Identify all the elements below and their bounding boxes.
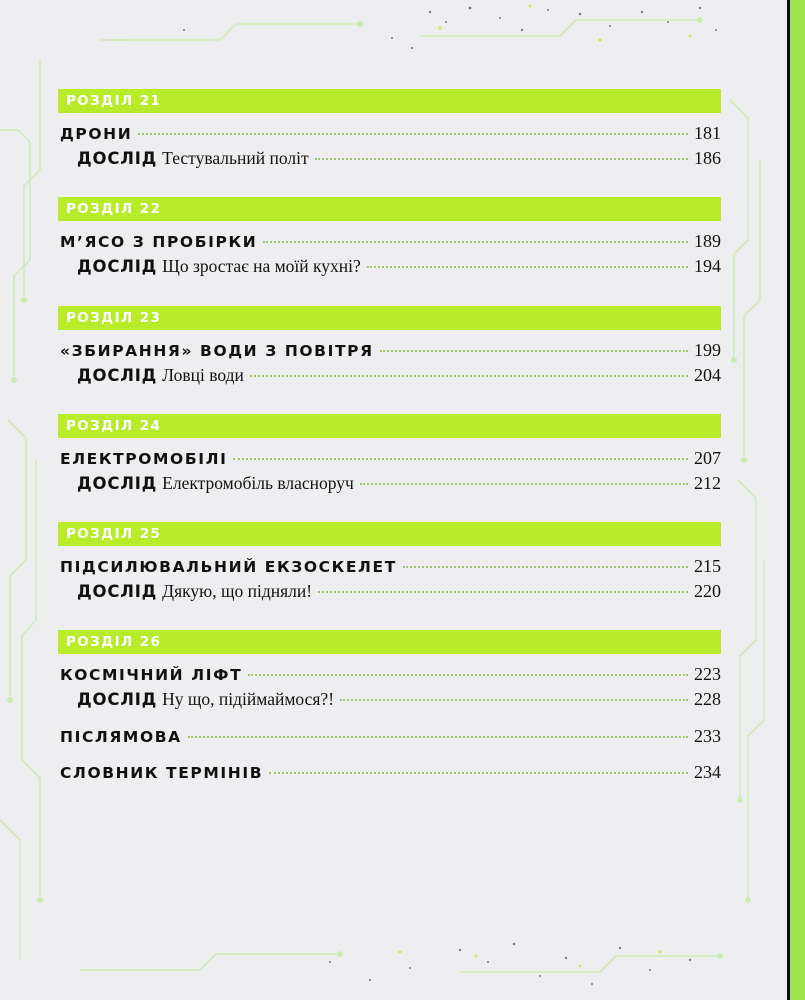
dot-leader [263,241,688,243]
dot-leader [340,699,688,701]
dot-leader [188,736,688,738]
page-number: 234 [694,762,721,782]
experiment-title: Дякую, що підняли! [162,581,313,601]
chapter-title: КОСМІЧНИЙ ЛІФТ [60,666,243,684]
page-number: 215 [694,556,721,576]
chapter-title: ЕЛЕКТРОМОБІЛІ [60,450,228,468]
section-label: РОЗДІЛ 25 [66,526,162,542]
experiment-title: Що зростає на моїй кухні? [162,256,361,276]
section-header [58,630,721,654]
dot-leader [250,375,688,377]
toc-subentry[interactable] [77,473,721,494]
experiment-title: Ну що, підіймаймося?! [162,689,335,709]
toc-entry[interactable] [60,123,721,144]
toc-entry[interactable] [60,556,721,577]
dot-leader [360,483,688,485]
dot-leader [380,350,688,352]
experiment-title: Тестувальний політ [162,148,309,168]
dot-leader [403,566,688,568]
experiment-title: Електромобіль власноруч [162,473,354,493]
toc-subentry[interactable] [77,365,721,386]
chapter-title: ПІСЛЯМОВА [60,728,182,746]
section-header [58,414,721,438]
toc-subentry[interactable] [77,148,721,169]
toc-entry[interactable] [60,664,721,685]
page-number: 199 [694,340,721,360]
page-number: 212 [694,473,721,493]
dot-leader [315,158,688,160]
section-header [58,522,721,546]
chapter-title: ДРОНИ [60,125,133,143]
chapter-title: ПІДСИЛЮВАЛЬНИЙ ЕКЗОСКЕЛЕТ [60,558,397,576]
dot-leader [269,772,688,774]
section-label: РОЗДІЛ 21 [66,93,162,109]
toc-entry-glossary[interactable] [60,762,721,783]
section-header [58,197,721,221]
section-label: РОЗДІЛ 24 [66,418,162,434]
experiment-label: ДОСЛІД [77,690,158,709]
page-number: 220 [694,581,721,601]
toc-entry-afterword[interactable] [60,726,721,747]
chapter-title: СЛОВНИК ТЕРМІНІВ [60,764,264,782]
toc-subentry[interactable] [77,256,721,277]
page-edge-stripe [787,0,805,1000]
page-number: 194 [694,256,721,276]
dot-leader [248,674,688,676]
experiment-label: ДОСЛІД [77,582,158,601]
dot-leader [138,133,688,135]
dot-leader [233,458,688,460]
toc-entry[interactable] [60,340,721,361]
toc-subentry[interactable] [77,581,721,602]
page-number: 181 [694,123,721,143]
dot-leader [318,591,688,593]
page-number: 223 [694,664,721,684]
toc-subentry[interactable] [77,689,721,710]
toc-entry[interactable] [60,231,721,252]
section-label: РОЗДІЛ 23 [66,310,162,326]
experiment-label: ДОСЛІД [77,474,158,493]
experiment-title: Ловці води [162,365,244,385]
page-number: 207 [694,448,721,468]
page-number: 204 [694,365,721,385]
dot-leader [367,266,688,268]
section-label: РОЗДІЛ 22 [66,201,162,217]
section-header [58,306,721,330]
page-number: 189 [694,231,721,251]
chapter-title: М’ЯСО З ПРОБІРКИ [60,233,258,251]
section-header [58,89,721,113]
page-number: 228 [694,689,721,709]
experiment-label: ДОСЛІД [77,149,158,168]
page-number: 233 [694,726,721,746]
experiment-label: ДОСЛІД [77,366,158,385]
chapter-title: «ЗБИРАННЯ» ВОДИ З ПОВІТРЯ [60,342,374,360]
toc-entry[interactable] [60,448,721,469]
experiment-label: ДОСЛІД [77,257,158,276]
section-label: РОЗДІЛ 26 [66,634,162,650]
page-number: 186 [694,148,721,168]
